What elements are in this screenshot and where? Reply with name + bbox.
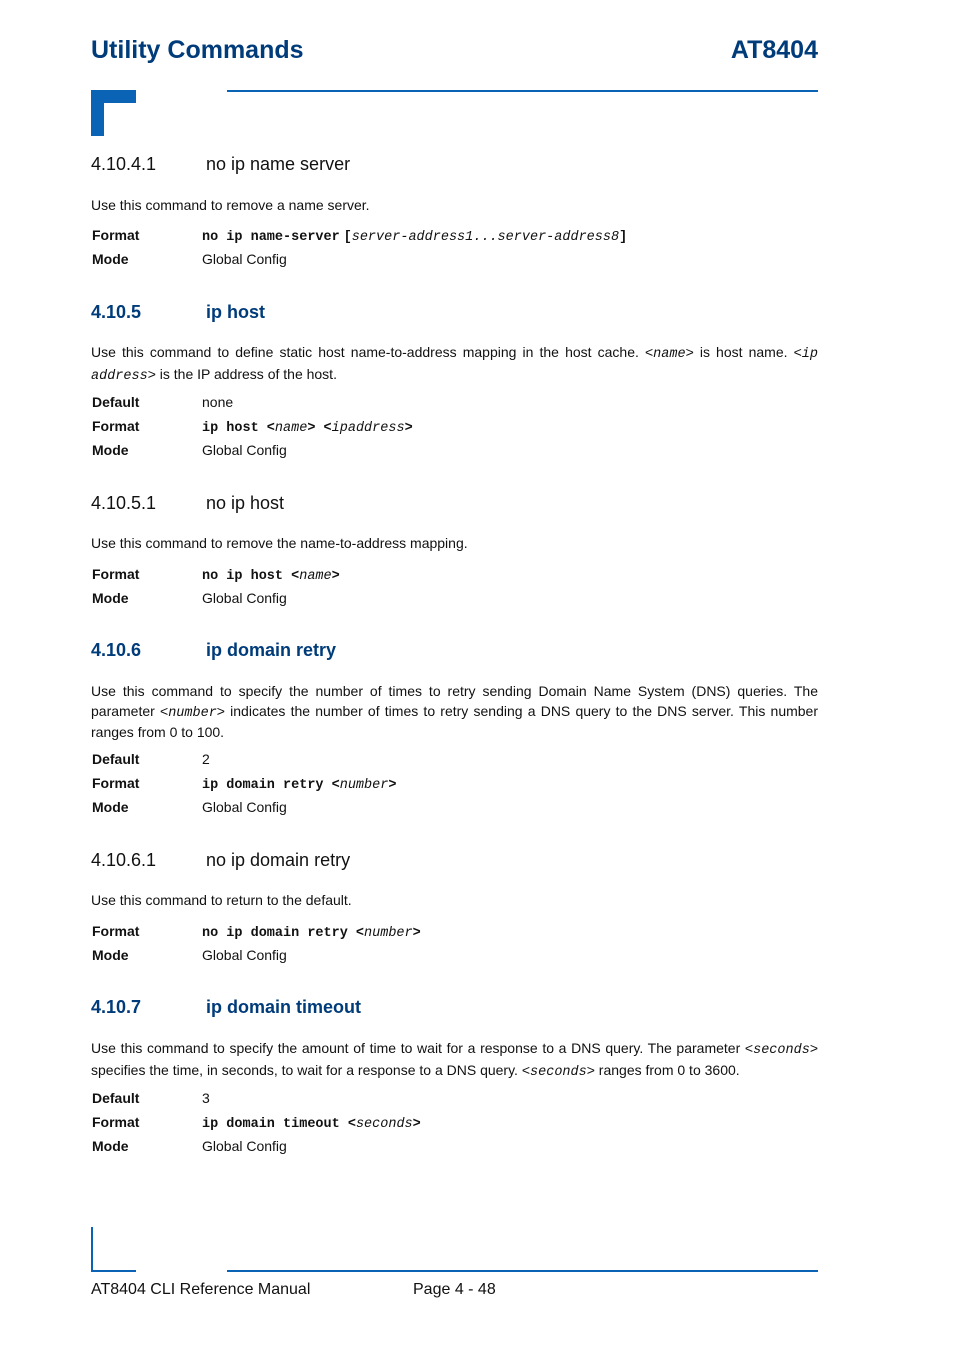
header-product: AT8404 [730, 36, 818, 64]
format-label: Format [92, 1114, 140, 1130]
section-heading-4-10-5: 4.10.5 ip host [91, 302, 265, 322]
section-heading-4-10-4-1: 4.10.4.1 no ip name server [91, 154, 351, 174]
format-value: no ip name-server [server-address1...server-address8] [202, 230, 628, 245]
format-label: Format [92, 418, 140, 434]
section-heading-4-10-6: 4.10.6 ip domain retry [91, 640, 337, 660]
format-label: Format [92, 227, 140, 243]
default-label: Default [92, 1090, 140, 1106]
section-description: Use this command to return to the default. [91, 892, 352, 908]
format-value: no ip host <name> [202, 569, 340, 584]
corner-mark-top [91, 90, 136, 136]
mode-value: Global Config [202, 590, 287, 606]
default-value: 3 [202, 1090, 210, 1106]
mode-value: Global Config [202, 251, 287, 267]
footer-manual-title: AT8404 CLI Reference Manual [91, 1281, 311, 1298]
default-value: 2 [202, 751, 210, 767]
section-description: Use this command to specify the amount of time to wait for a response to a DNS query. The parameter <seconds> specifies the time, in seconds, to wait for a response to a DNS query. <seconds> ranges from 0 to 3600. [91, 1040, 818, 1080]
format-label: Format [92, 775, 140, 791]
section-description: Use this command to remove the name-to-address mapping. [91, 535, 468, 551]
format-label: Format [92, 923, 140, 939]
format-label: Format [92, 566, 140, 582]
mode-label: Mode [92, 590, 129, 606]
format-value: ip domain timeout <seconds> [202, 1117, 421, 1132]
mode-value: Global Config [202, 442, 287, 458]
default-label: Default [92, 394, 140, 410]
default-value: none [202, 394, 234, 410]
footer-rule [227, 1270, 818, 1272]
footer-page-number: Page 4 - 48 [413, 1281, 496, 1298]
format-value: ip host <name> <ipaddress> [202, 421, 413, 436]
mode-label: Mode [92, 251, 129, 267]
corner-mark-bottom [91, 1227, 93, 1272]
mode-label: Mode [92, 799, 129, 815]
default-label: Default [92, 751, 140, 767]
section-description: Use this command to define static host name-to-address mapping in the host cache. <name> is host name. <ip address> is the IP address of the host. [91, 344, 818, 384]
mode-label: Mode [92, 442, 129, 458]
section-heading-4-10-6-1: 4.10.6.1 no ip domain retry [91, 850, 351, 870]
format-value: ip domain retry <number> [202, 778, 397, 793]
format-value: no ip domain retry <number> [202, 926, 421, 941]
mode-value: Global Config [202, 1138, 287, 1154]
mode-value: Global Config [202, 947, 287, 963]
mode-value: Global Config [202, 799, 287, 815]
section-heading-4-10-5-1: 4.10.5.1 no ip host [91, 493, 285, 513]
mode-label: Mode [92, 1138, 129, 1154]
corner-mark-bottom-h [91, 1270, 136, 1272]
section-description: Use this command to remove a name server. [91, 197, 370, 213]
section-description: Use this command to specify the number of times to retry sending Domain Name System (DNS) queries. The parameter <number> indicates the number of times to retry sending a DNS query to the DNS server. This number ranges from 0 to 100. [91, 683, 818, 740]
header-title: Utility Commands [91, 36, 304, 64]
header-rule [227, 90, 818, 92]
mode-label: Mode [92, 947, 129, 963]
section-heading-4-10-7: 4.10.7 ip domain timeout [91, 997, 361, 1017]
